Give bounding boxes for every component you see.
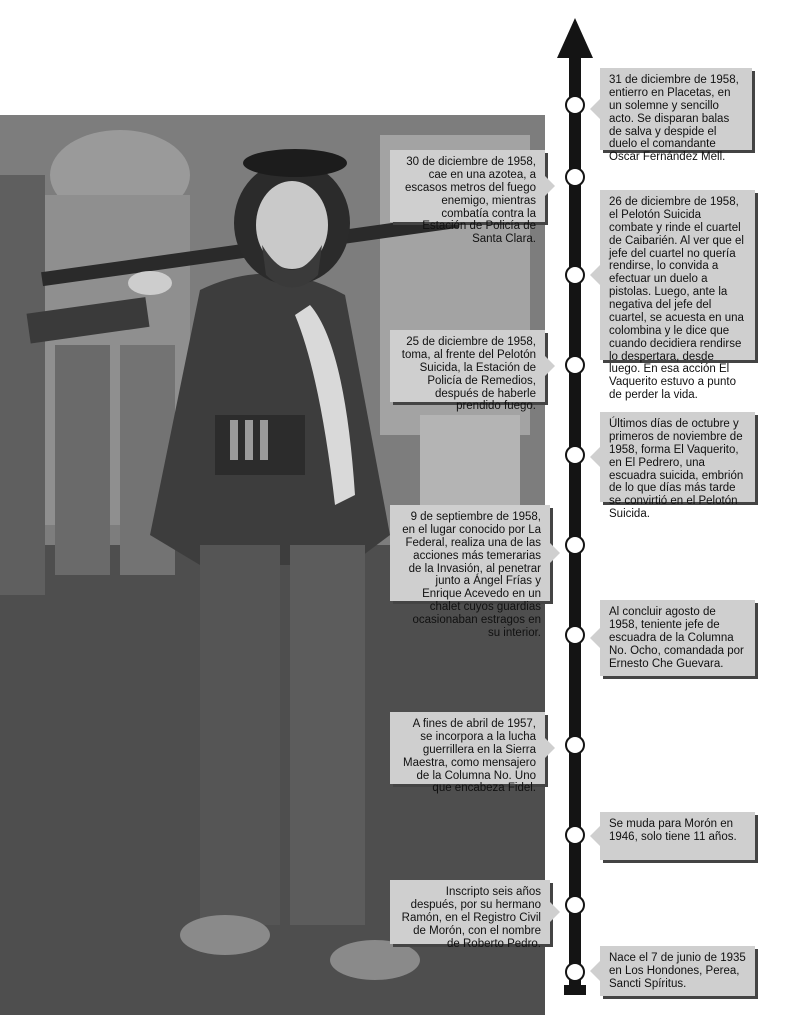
event-text: Inscripto seis años después, por su hermano Ramón, en el Registro Civil de Morón, con el nombre de Roberto Pedro.	[401, 886, 541, 950]
timeline-dot	[565, 265, 585, 285]
timeline-event-card	[390, 330, 545, 413]
timeline-axis-base	[564, 985, 586, 995]
timeline-dot	[565, 355, 585, 375]
timeline-dot	[565, 167, 585, 187]
timeline-dot	[565, 95, 585, 115]
timeline-event-card	[600, 812, 755, 860]
timeline-event-card	[600, 600, 755, 676]
event-text: 25 de diciembre de 1958, toma, al frente del Pelotón Suicida, la Estación de Policía de Remedios, después de haberle prendido fuego.	[401, 336, 536, 413]
event-text: 9 de septiembre de 1958, en el lugar conocido por La Federal, realiza una de las acciones más temerarias de la Invasión, al penetrar junto a Ángel Frías y Enrique Acevedo en un chalet cuyos guardias ocasionaban estragos en su interior.	[402, 511, 541, 639]
timeline-event-card	[390, 880, 550, 950]
event-text: Nace el 7 de junio de 1935 en Los Hondones, Perea, Sancti Spíritus.	[609, 952, 746, 990]
event-text: Al concluir agosto de 1958, teniente jefe de escuadra de la Columna No. Ocho, comandada por Ernesto Che Guevara.	[609, 606, 744, 670]
event-text: Últimos días de octubre y primeros de noviembre de 1958, forma El Vaquerito, en El Pedrero, una escuadra suicida, embrión de lo que días más tarde se convirtió en el Pelotón Suicida.	[609, 418, 744, 521]
event-text: 30 de diciembre de 1958, cae en una azotea, a escasos metros del fuego enemigo, mientras combatía contra la Estación de Policía de Santa Clara.	[404, 156, 536, 246]
event-text: A fines de abril de 1957, se incorpora a la lucha guerrillera en la Sierra Maestra, como mensajero de la Columna No. Uno que encabeza Fidel.	[403, 718, 536, 795]
timeline-event-card	[600, 68, 752, 164]
timeline-dot	[565, 535, 585, 555]
timeline-dot	[565, 735, 585, 755]
timeline-event-card	[600, 946, 755, 996]
timeline-event-card	[390, 150, 545, 246]
event-text: 26 de diciembre de 1958, el Pelotón Suicida combate y rinde el cuartel de Caibarién. Al ver que el jefe del cuartel no quería rendirse, lo convida a efectuar un duelo a pistolas. Luego, ante la negativa del jefe del cuartel, se acuesta en una colombina y le dice que cuando decidiera rendirse lo despertara, desde luego. En esa acción El Vaquerito estuvo a punto de perder la vida.	[609, 196, 744, 402]
timeline-dot	[565, 825, 585, 845]
event-text: 31 de diciembre de 1958, entierro en Placetas, en un solemne y sencillo acto. Se disparan balas de salva y despide el duelo el comandante Oscar Fernández Mell.	[609, 74, 739, 164]
timeline-event-card	[600, 412, 755, 521]
event-text: Se muda para Morón en 1946, solo tiene 11 años.	[609, 818, 737, 843]
timeline-event-card	[600, 190, 755, 402]
timeline-event-card	[390, 505, 550, 639]
timeline-dot	[565, 445, 585, 465]
timeline-dot	[565, 895, 585, 915]
timeline-event-card	[390, 712, 545, 795]
timeline-dot	[565, 625, 585, 645]
timeline-axis	[569, 45, 581, 995]
timeline-dot	[565, 962, 585, 982]
